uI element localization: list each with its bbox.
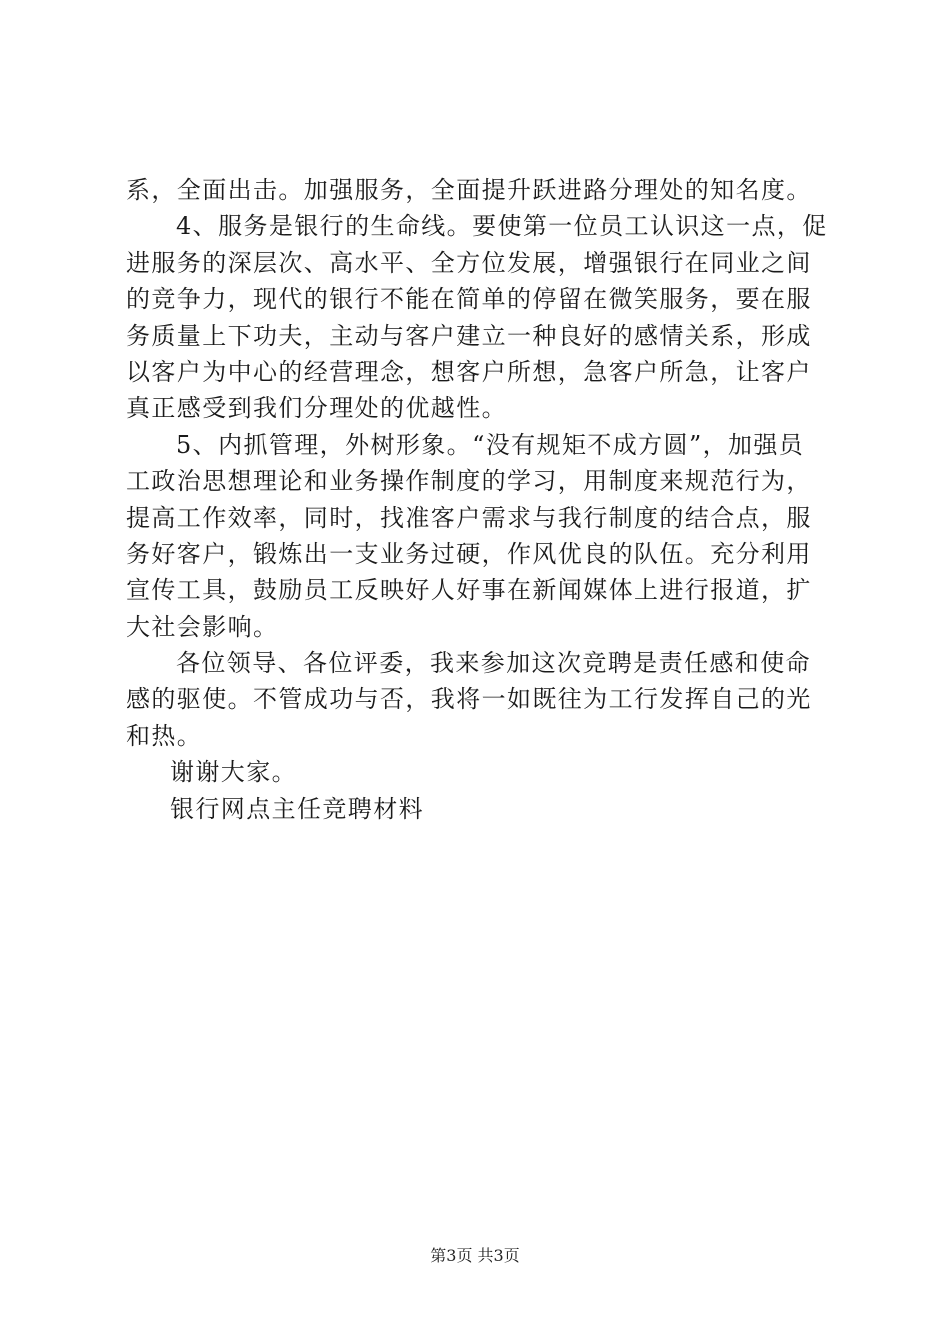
paragraph-line: 真正感受到我们分理处的优越性。 — [126, 394, 507, 423]
paragraph-line: 以客户为中心的经营理念，想客户所想，急客户所急，让客户 — [126, 357, 812, 386]
paragraph-line: 4、服务是银行的生命线。要使第一位员工认识这一点，促 — [176, 212, 828, 241]
paragraph-line: 提高工作效率，同时，找准客户需求与我行制度的结合点，服 — [126, 503, 812, 532]
paragraph-line: 宣传工具，鼓励员工反映好人好事在新闻媒体上进行报道，扩 — [126, 576, 812, 605]
document-body — [126, 172, 831, 827]
paragraph-line: 的竞争力，现代的银行不能在简单的停留在微笑服务，要在服 — [126, 285, 812, 314]
paragraph-line: 大社会影响。 — [126, 612, 279, 641]
closing-line: 谢谢大家。 — [170, 758, 297, 787]
paragraph-line: 5、内抓管理，外树形象。“没有规矩不成方圆”，加强员 — [176, 430, 805, 459]
paragraph-line: 务质量上下功夫，主动与客户建立一种良好的感情关系，形成 — [126, 321, 812, 350]
paragraph-line: 感的驱使。不管成功与否，我将一如既往为工行发挥自己的光 — [126, 685, 812, 714]
paragraph-line: 进服务的深层次、高水平、全方位发展，增强银行在同业之间 — [126, 248, 812, 277]
paragraph-line: 和热。 — [126, 721, 203, 750]
paragraph-line: 工政治思想理论和业务操作制度的学习，用制度来规范行为， — [126, 467, 812, 496]
paragraph-line: 务好客户，锻炼出一支业务过硬，作风优良的队伍。充分利用 — [126, 539, 812, 568]
document-title-line: 银行网点主任竞聘材料 — [170, 794, 424, 823]
page-footer: 第3页 共3页 — [430, 1246, 520, 1265]
paragraph-line: 系，全面出击。加强服务，全面提升跃进路分理处的知名度。 — [126, 176, 812, 204]
paragraph-line: 各位领导、各位评委，我来参加这次竞聘是责任感和使命 — [176, 649, 811, 678]
